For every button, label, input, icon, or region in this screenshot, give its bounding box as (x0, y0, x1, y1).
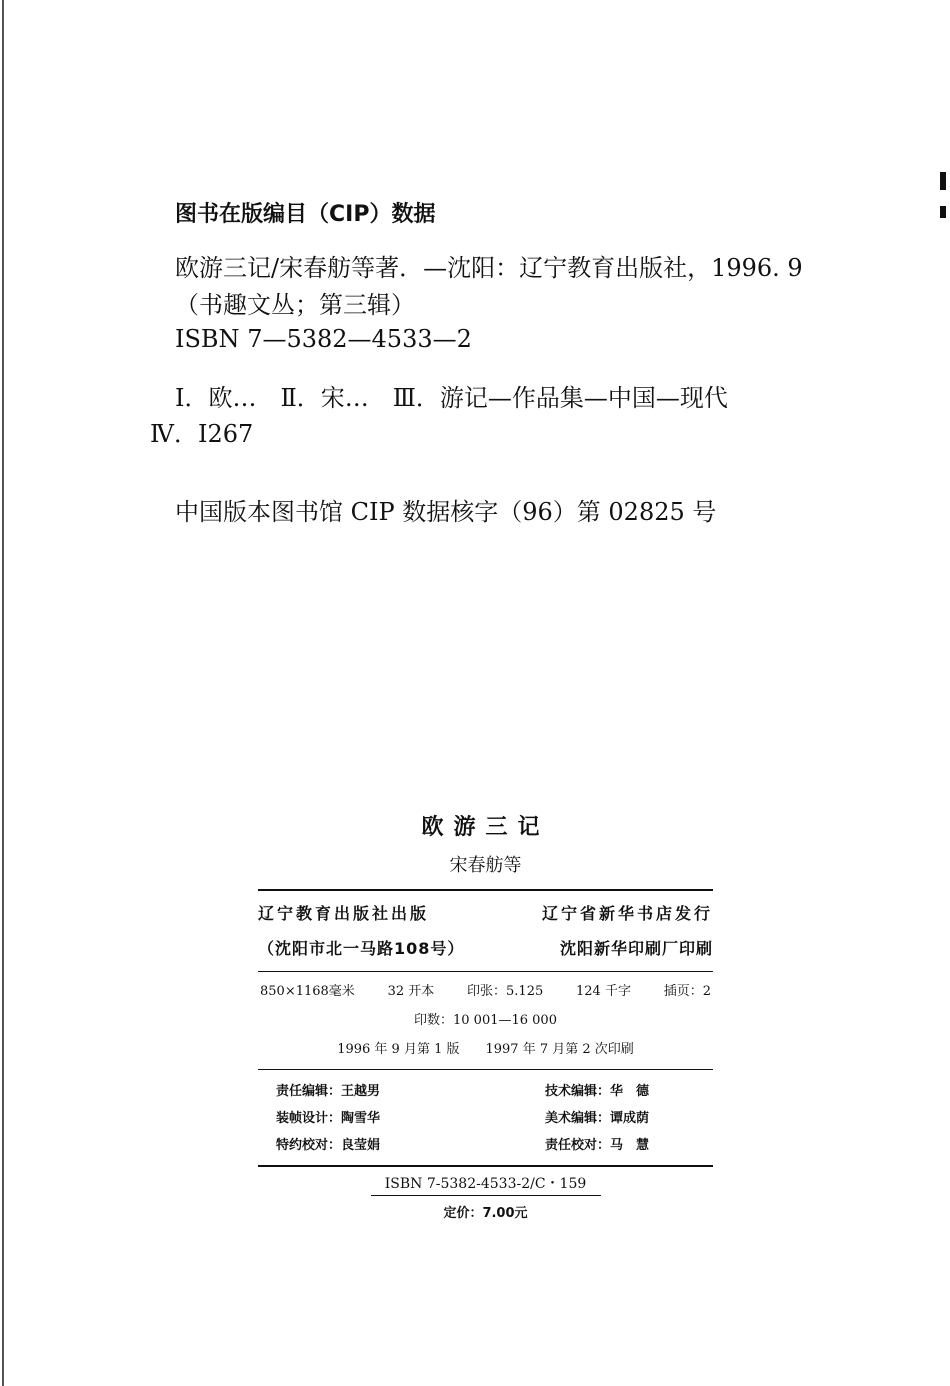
rule-bottom (258, 1165, 713, 1167)
rule-staff (258, 1069, 713, 1070)
publisher-address: （沈阳市北一马路108号） (258, 939, 465, 958)
staff-left: 责任编辑：王越男 (276, 1084, 381, 1099)
book-title: 欧游三记 (421, 815, 550, 840)
rule-top (258, 889, 713, 891)
staff-left: 特约校对：良莹娟 (276, 1138, 381, 1153)
colophon (258, 810, 713, 1221)
publisher-name: 辽宁教育出版社出版 (258, 904, 430, 923)
isbn-line: ISBN 7-5382-4533-2/C・159 (384, 1176, 587, 1192)
cip-heading: 图书在版编目（CIP）数据 (175, 202, 436, 227)
spec-plates: 插页：2 (663, 984, 711, 999)
spec-format: 32 开本 (387, 984, 435, 999)
publisher-row-2 (258, 936, 713, 959)
staff-right: 美术编辑：谭成荫 (545, 1111, 650, 1126)
publisher-row-1 (258, 901, 713, 924)
cip-line-title-author: 欧游三记/宋春舫等著．—沈阳：辽宁教育出版社，1996. 9 (175, 254, 803, 282)
staff-row (276, 1080, 695, 1099)
scan-mark-right-1 (940, 172, 946, 190)
cip-line-subjects: Ⅰ．欧… Ⅱ．宋… Ⅲ．游记—作品集—中国—现代 (175, 384, 728, 412)
rule-specs (258, 971, 713, 972)
scan-mark-right-2 (940, 206, 946, 218)
staff-right: 责任校对：马 慧 (545, 1138, 650, 1153)
cip-line-classification: Ⅳ．I267 (150, 420, 254, 448)
print-run: 印数：10 001—16 000 (414, 1013, 557, 1028)
edition-info: 1996 年 9 月第 1 版 1997 年 7 月第 2 次印刷 (337, 1042, 634, 1057)
cip-line-isbn: ISBN 7—5382—4533—2 (175, 325, 472, 353)
specs-row (258, 980, 713, 999)
printer-name: 沈阳新华印刷厂印刷 (559, 939, 713, 958)
cip-line-record-number: 中国版本图书馆 CIP 数据核字（96）第 02825 号 (175, 498, 717, 526)
spec-words: 124 千字 (576, 984, 631, 999)
spec-size: 850×1168毫米 (260, 984, 355, 999)
spec-sheets: 印张：5.125 (467, 984, 544, 999)
staff-row (276, 1134, 695, 1153)
isbn-box (371, 1173, 601, 1196)
staff-left: 装帧设计：陶雪华 (276, 1111, 381, 1126)
staff-row (276, 1107, 695, 1126)
price: 定价：7.00元 (443, 1206, 528, 1221)
staff-right: 技术编辑：华 德 (545, 1084, 650, 1099)
distributor-name: 辽宁省新华书店发行 (541, 904, 713, 923)
cip-line-series: （书趣文丛；第三辑） (175, 291, 415, 319)
staff-list (258, 1080, 713, 1153)
book-author: 宋春舫等 (449, 855, 522, 876)
scan-edge-left (2, 0, 4, 1386)
